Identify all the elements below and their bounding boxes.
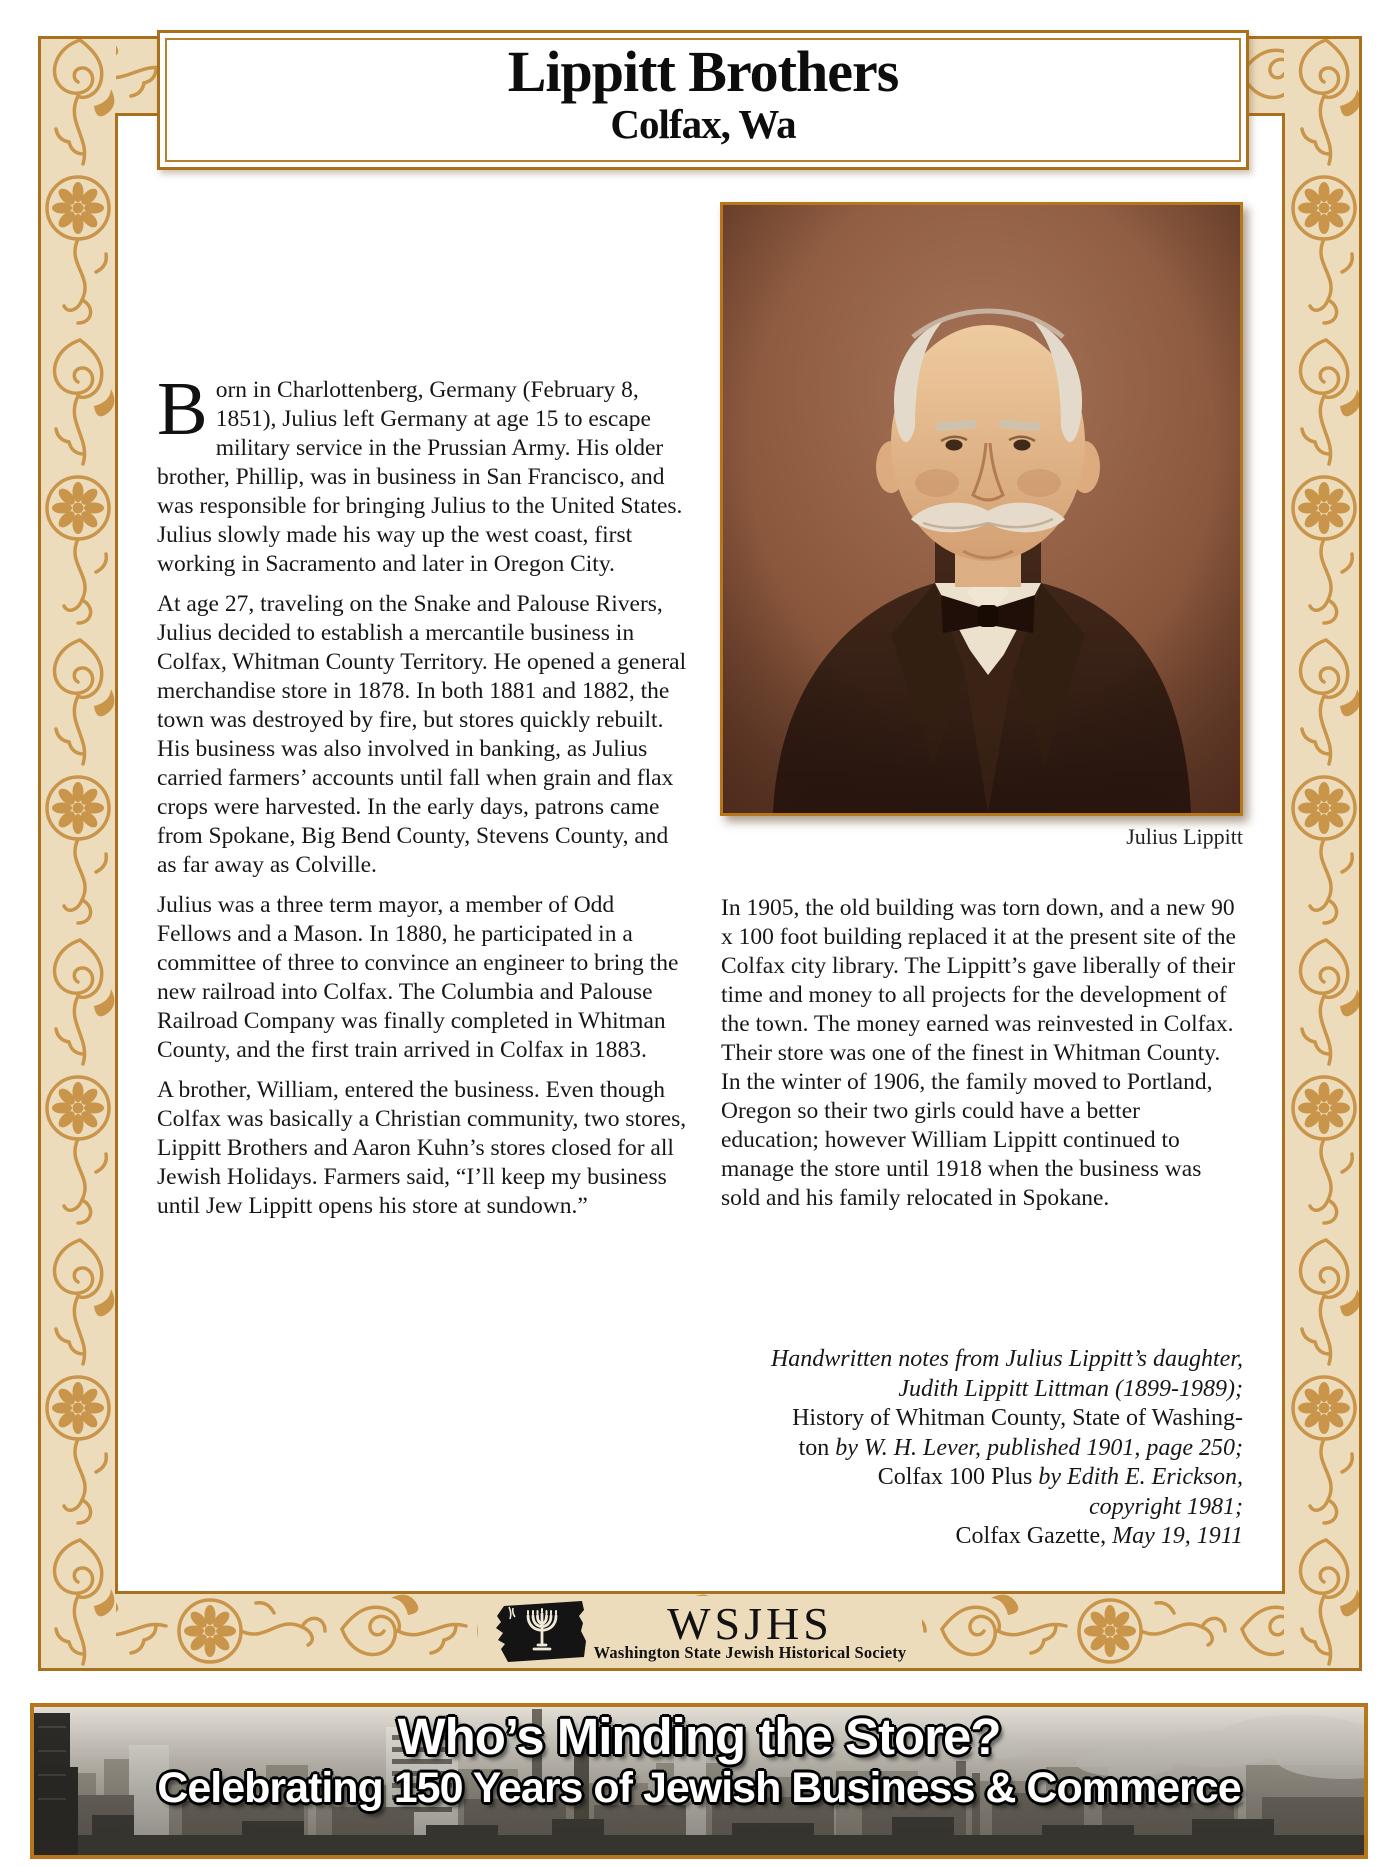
- citation-line: Judith Lippitt Littman (1899-1989);: [898, 1375, 1243, 1402]
- citation-line: Colfax Gazette, May 19, 1911: [955, 1523, 1243, 1549]
- portrait-illustration: [723, 205, 1240, 813]
- paragraph: In 1905, the old building was torn down, and a new 90 x 100 foot building replaced it at the present site of the Colfax city library. The Lippitt’s gave liberally of their time and money to all projects for the development of the town. The money earned was reinvested in Colfax. Their store was one of the finest in Whitman County. In the winter of 1906, the family moved to Portland, Oregon so their two girls could have a better education; however William Lippitt continued to manage the store until 1918 when the business was sold and his family relocated in Spokane.: [721, 895, 1236, 1211]
- scroll-border-left: [38, 36, 116, 1671]
- wsjhs-name: Washington State Jewish Historical Society: [593, 1642, 907, 1662]
- photo-caption: Julius Lippitt: [1126, 824, 1243, 849]
- title-box: [157, 30, 1249, 170]
- paragraph: Julius was a three term mayor, a member of Odd Fellows and a Mason. In 1880, he participated in a committee of three to convince an engineer to bring the new railroad into Colfax. The Columbia and Palouse Railroad Company was finally completed in Whitman County, and the first train arrived in Colfax in 1883.: [157, 892, 679, 1063]
- washington-state-menorah-icon: [494, 1599, 588, 1665]
- paragraph: Born in Charlottenberg, Germany (February 8, 1851), Julius left Germany at age 15 to escape military service in the Prussian Army. His older brother, Phillip, was in business in San Francisco, and was responsible for bringing Julius to the United States. Julius slowly made his way up the west coast, first working in Sacramento and later in Oregon City.: [157, 367, 683, 577]
- citation-line: History of Whitman County, State of Washing-: [792, 1405, 1243, 1431]
- citation-line: copyright 1981;: [1089, 1493, 1243, 1520]
- citations-block: [701, 1345, 1243, 1552]
- drop-cap: B: [157, 367, 208, 451]
- scroll-border-right: [1284, 36, 1362, 1671]
- paragraph: A brother, William, entered the business. Even though Colfax was basically a Christian community, two stores, Lippitt Brothers and Aaron Kuhn’s stores closed for all Jewish Holidays. Farmers said, “I’ll keep my business until Jew Lippitt opens his store at sundown.”: [157, 1077, 687, 1219]
- julius-lippitt-photo: [720, 202, 1243, 816]
- wsjhs-logo: [478, 1596, 922, 1668]
- article-right-column: [721, 894, 1243, 1224]
- paragraph: At age 27, traveling on the Snake and Palouse Rivers, Julius decided to establish a mercantile business in Colfax, Whitman County Territory. He opened a general merchandise store in 1878. In both 1881 and 1882, the town was destroyed by fire, but stores quickly rebuilt. His business was also involved in banking, as Julius carried farmers’ accounts until fall when grain and flax crops were harvested. In the early days, patrons came from Spokane, Big Bend County, Stevens County, and as far away as Colville.: [157, 591, 687, 878]
- page-title: Lippitt Brothers: [507, 39, 899, 104]
- page-subtitle: Colfax, Wa: [610, 101, 796, 147]
- banner-title: Who’s Minding the Store?: [397, 1708, 1001, 1765]
- banner-subtitle: Celebrating 150 Years of Jewish Business & Commerce: [157, 1764, 1241, 1812]
- citation-line: ton by W. H. Lever, published 1901, page 250;: [798, 1434, 1243, 1461]
- wsjhs-acronym: WSJHS: [667, 1597, 833, 1649]
- banner-text: [34, 1707, 1364, 1855]
- article-left-column: [157, 367, 689, 1232]
- citation-line: Handwritten notes from Julius Lippitt’s daughter,: [770, 1346, 1243, 1372]
- footer-banner: [30, 1703, 1368, 1859]
- citation-line: Colfax 100 Plus by Edith E. Erickson,: [877, 1464, 1243, 1490]
